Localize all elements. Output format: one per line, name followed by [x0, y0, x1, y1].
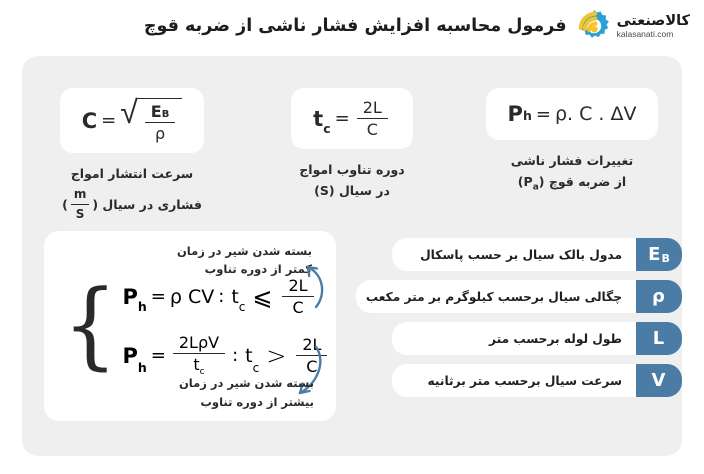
formula-2-lhs-sub: c	[323, 121, 331, 136]
formula-1-lhs: C	[81, 108, 98, 133]
legend-symbol-sub-fluid-velocity	[665, 391, 666, 397]
formula-3-caption-line1: تغییرات فشار ناشی	[510, 153, 634, 168]
case-2-rhs-fraction	[173, 333, 225, 377]
cases-equation-group: { P h = ρ CV : t c ⩽ $\frac{2L}{C}$ P h = $\frac{\text{2LρV}}{t_c}$ : t c > $\frac{2L}{C}$	[60, 277, 318, 377]
formula-1-caption-line2-suffix: )	[62, 196, 68, 212]
formula-cell-pressure-change	[472, 88, 672, 195]
case-2-comparator: >	[266, 341, 287, 370]
page-header	[0, 0, 704, 52]
case-1-rhs: ρ CV	[169, 285, 215, 308]
formula-3-caption-line2-prefix: از ضربه قوچ (P	[523, 173, 627, 189]
formula-2-caption-line2: در سیال (S)	[314, 182, 390, 198]
legend-badge-pipe-length	[636, 322, 682, 355]
logo-wordmark	[617, 14, 690, 39]
formula-1-numerator: E	[150, 102, 162, 121]
case-note-top-line2: کمتر از دوره تناوب	[204, 262, 312, 277]
case-note-top-line1: بسته شدن شیر در زمان	[176, 244, 312, 258]
formula-2-numerator: 2L	[362, 98, 382, 117]
case-2-cond-num: 2L	[302, 335, 322, 354]
case-1-comparator: ⩽	[252, 282, 273, 311]
legend-item-bulk-modulus[interactable]	[392, 238, 682, 271]
formula-card-wave-speed	[60, 88, 205, 153]
site-logo[interactable]	[575, 7, 690, 45]
case-2-rhs-den-sub: c	[199, 367, 205, 378]
case-2-cond-var: t	[245, 344, 253, 367]
formula-1-equals: =	[101, 110, 117, 131]
formula-3-rhs: ρ. C . ΔV	[554, 103, 637, 125]
gear-wifi-logo-icon	[575, 7, 613, 45]
case-2-rhs-num: 2LρV	[178, 333, 220, 353]
legend-symbol-sub-bulk-modulus: B	[661, 252, 670, 265]
formula-2-denominator: C	[357, 118, 388, 139]
formula-1-radical	[120, 93, 182, 143]
formula-2-equals: =	[334, 108, 350, 129]
formula-cell-wave-period	[252, 88, 452, 201]
case-2-equals: =	[150, 345, 166, 366]
case-equation-long-closure	[122, 333, 330, 377]
legend-label-pipe-length: طول لوله برحسب متر	[392, 322, 636, 355]
case-equation-short-closure	[122, 276, 330, 317]
case-2-colon: :	[232, 345, 239, 366]
formula-1-caption-line1: سرعت انتشار امواج	[70, 166, 194, 181]
formula-cell-wave-speed	[32, 88, 232, 225]
legend-item-density[interactable]	[365, 280, 682, 313]
formula-3-equals: =	[535, 103, 551, 125]
formula-1-unit-den: S	[71, 204, 90, 225]
case-2-lhs: P	[122, 343, 138, 368]
case-1-cond-num: 2L	[288, 276, 308, 296]
legend-label-density: چگالی سیال برحسب کیلوگرم بر متر مکعب	[356, 280, 636, 313]
legend-label-bulk-modulus: مدول بالک سیال بر حسب پاسکال	[392, 238, 636, 271]
formula-wave-period-math	[313, 98, 391, 139]
legend-label-fluid-velocity: سرعت سیال برحسب متر برثانیه	[392, 364, 636, 397]
formula-1-caption-line2-prefix: فشاری در سیال (	[92, 196, 202, 212]
formula-wave-speed-math	[81, 93, 183, 143]
legend-badge-density	[636, 280, 682, 313]
case-1-lhs-sub: h	[137, 299, 147, 315]
legend-badge-fluid-velocity	[636, 364, 682, 397]
formula-3-lhs-sub: h	[522, 108, 532, 123]
formula-caption-wave-speed	[62, 164, 202, 225]
legend-symbol-sub-density	[665, 307, 666, 313]
legend-badge-bulk-modulus	[636, 238, 682, 271]
legend-list	[365, 238, 682, 397]
cases-card	[44, 231, 336, 421]
formula-2-lhs: t	[313, 106, 324, 131]
legend-item-fluid-velocity[interactable]	[392, 364, 682, 397]
formula-1-denominator: ρ	[145, 122, 176, 143]
case-1-cond-den: C	[282, 296, 313, 317]
formula-3-lhs: P	[507, 102, 523, 126]
case-1-equals: =	[150, 286, 166, 308]
formula-caption-pressure-change	[511, 151, 633, 195]
case-note-bottom	[179, 374, 314, 411]
legend-item-pipe-length[interactable]	[392, 322, 682, 355]
case-1-colon: :	[218, 286, 225, 308]
case-2-lhs-sub: h	[137, 359, 147, 375]
legend-symbol-bulk-modulus: E	[648, 244, 661, 265]
case-2-rhs-den: t	[193, 355, 200, 375]
case-note-bottom-line1: بسته شدن شیر در زمان	[178, 376, 314, 391]
sqrt-icon: √	[120, 93, 138, 131]
formula-caption-wave-period	[299, 160, 404, 201]
formula-2-fraction	[357, 98, 388, 139]
formula-row	[22, 88, 682, 228]
case-2-cond-fraction	[296, 335, 327, 376]
formula-2-caption-line1: دوره تناوب امواج	[299, 162, 405, 177]
case-2-cond-den: C	[296, 355, 327, 376]
formula-card-pressure-change	[486, 88, 659, 140]
legend-symbol-pipe-length: L	[652, 328, 665, 349]
case-1-lhs: P	[122, 284, 138, 309]
case-1-cond-var: t	[231, 285, 239, 308]
case-1-cond-var-sub: c	[238, 300, 246, 315]
case-1-cond-fraction	[282, 276, 313, 317]
legend-symbol-sub-pipe-length	[664, 349, 665, 355]
formula-card-wave-period	[291, 88, 413, 149]
formula-1-unit-num: m	[73, 186, 87, 201]
formula-1-numerator-sub: B	[161, 109, 170, 120]
logo-text-fa: کالاصنعتی	[616, 12, 690, 29]
legend-symbol-fluid-velocity: V	[651, 370, 666, 391]
case-2-cond-var-sub: c	[252, 360, 260, 375]
formula-pressure-change-math	[508, 102, 637, 126]
legend-symbol-density: ρ	[652, 286, 665, 307]
formula-1-unit-fraction	[71, 185, 90, 226]
case-note-top	[177, 242, 312, 279]
formula-3-caption-sub: a	[532, 182, 539, 193]
content-panel	[22, 56, 682, 456]
formula-1-fraction	[145, 102, 176, 143]
logo-text-en: kalasanati.com	[616, 29, 674, 39]
formula-3-caption-line2-suffix: )	[517, 173, 524, 189]
case-note-bottom-line2: بیشتر از دوره تناوب	[200, 394, 314, 409]
page-title: فرمول محاسبه افزایش فشار ناشی از ضربه قوچ	[143, 16, 567, 36]
